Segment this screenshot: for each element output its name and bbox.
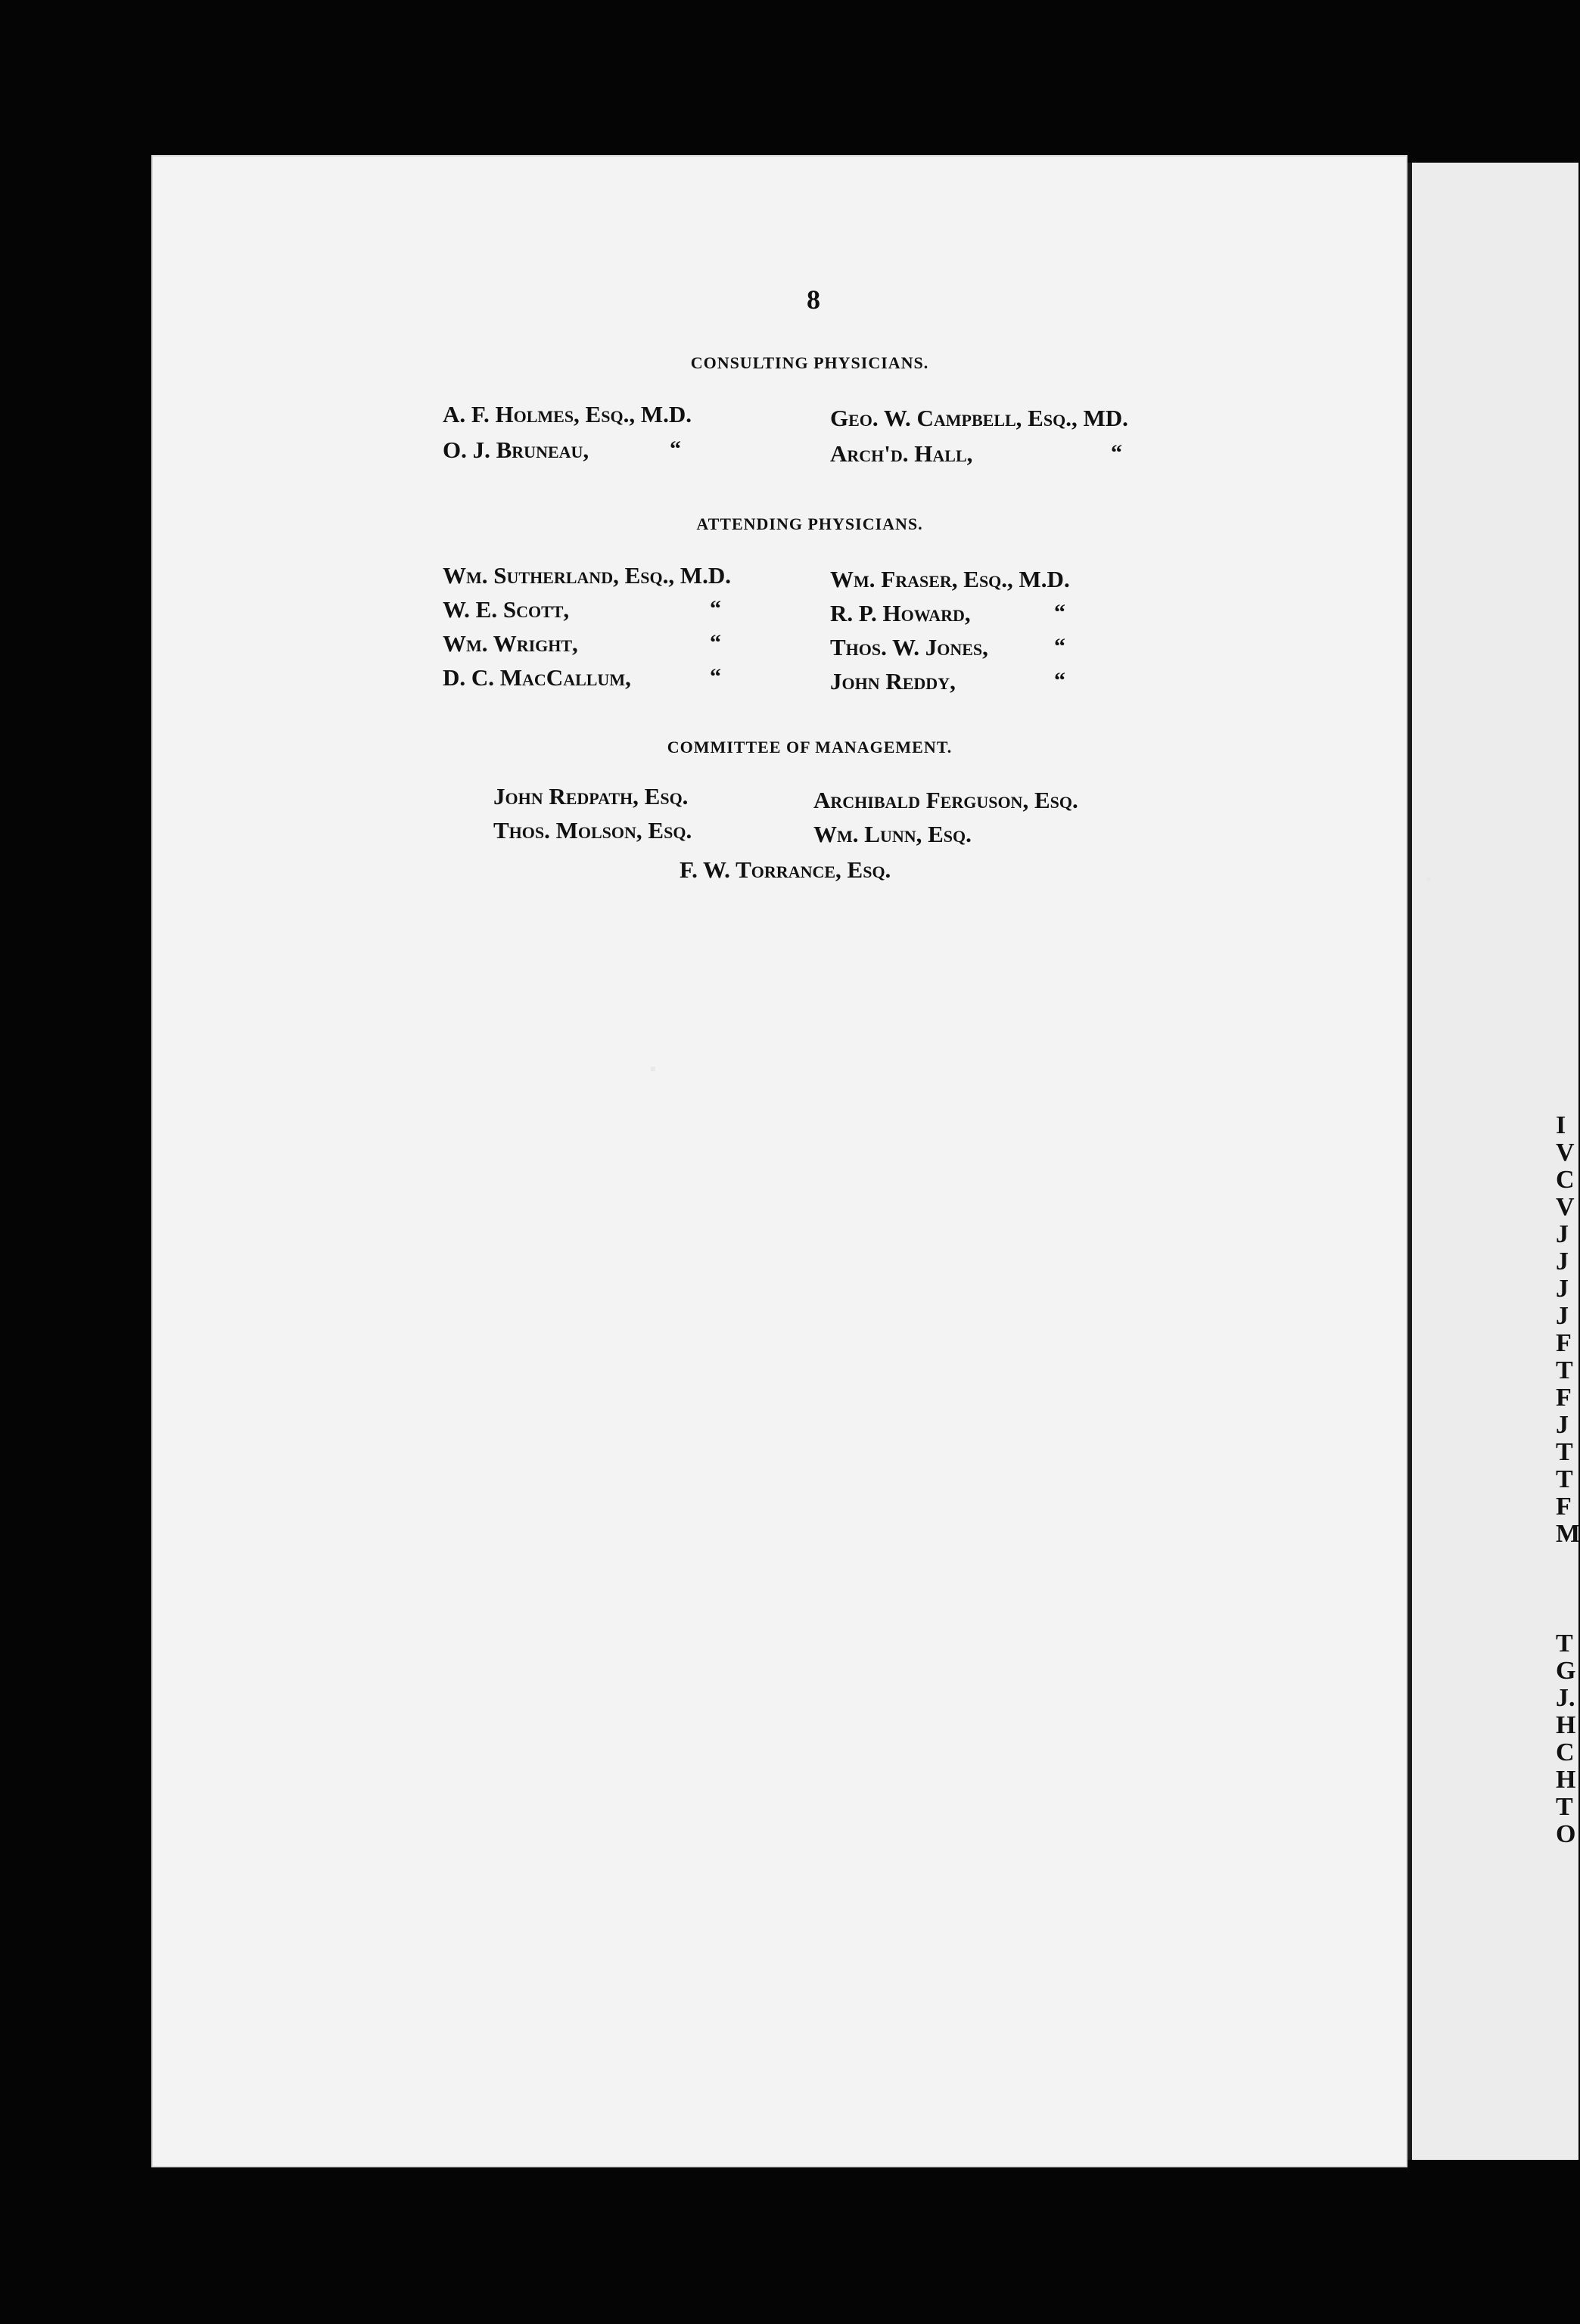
ditto-mark: “: [1054, 634, 1065, 659]
committee-name: F. W. Torrance, Esq.: [680, 856, 891, 883]
edge-letter: T: [1556, 1438, 1573, 1466]
paper-speck: [1426, 878, 1430, 881]
edge-letter: V: [1556, 1139, 1575, 1167]
edge-letter: T: [1556, 1356, 1573, 1384]
edge-letter: J.: [1556, 1684, 1575, 1712]
ditto-mark: “: [1054, 600, 1065, 625]
consulting-name: A. F. Holmes, Esq., M.D.: [443, 401, 692, 427]
attending-name: D. C. MacCallum,: [443, 664, 631, 691]
committee-name: Archibald Ferguson, Esq.: [813, 787, 1078, 813]
edge-letters-lower: [1556, 1630, 1577, 1848]
attending-name: Wm. Sutherland, Esq., M.D.: [443, 562, 731, 589]
edge-letter: F: [1556, 1493, 1572, 1521]
ditto-mark: “: [1054, 668, 1065, 693]
paper-speck: [651, 1067, 655, 1071]
adjacent-page-edge: [1407, 163, 1578, 2160]
consulting-name: Arch'd. Hall,: [830, 440, 973, 467]
committee-heading: COMMITTEE OF MANAGEMENT.: [667, 738, 953, 757]
edge-letter: F: [1556, 1329, 1572, 1357]
ditto-mark: “: [710, 596, 721, 621]
ditto-mark: “: [710, 630, 721, 655]
edge-letters-upper: [1556, 1111, 1580, 1548]
edge-letter: M: [1556, 1520, 1580, 1548]
edge-letter: T: [1556, 1630, 1573, 1658]
attending-name: R. P. Howard,: [830, 600, 971, 626]
consulting-name: Geo. W. Campbell, Esq., MD.: [830, 405, 1128, 431]
consulting-heading: CONSULTING PHYSICIANS.: [690, 353, 929, 372]
attending-name: Thos. W. Jones,: [830, 634, 988, 660]
document-page: [151, 155, 1407, 2167]
attending-heading: ATTENDING PHYSICIANS.: [696, 514, 923, 533]
edge-letter: F: [1556, 1384, 1572, 1412]
edge-letter: C: [1556, 1166, 1575, 1194]
attending-name: Wm. Wright,: [443, 630, 578, 657]
ditto-mark: “: [1111, 440, 1122, 465]
edge-letter: V: [1556, 1193, 1575, 1221]
committee-name: Wm. Lunn, Esq.: [813, 821, 972, 847]
committee-name: John Redpath, Esq.: [493, 783, 689, 809]
page-number: 8: [807, 284, 820, 315]
ditto-mark: “: [710, 664, 721, 689]
attending-name: John Reddy,: [830, 668, 956, 694]
edge-letter: H: [1556, 1766, 1576, 1794]
edge-letter: J: [1556, 1411, 1569, 1439]
edge-letter: G: [1556, 1657, 1576, 1685]
attending-name: Wm. Fraser, Esq., M.D.: [830, 566, 1070, 592]
edge-letter: J: [1556, 1302, 1569, 1330]
ditto-mark: “: [670, 437, 681, 461]
edge-letter: T: [1556, 1793, 1573, 1821]
edge-letter: I: [1556, 1111, 1566, 1139]
edge-letter: J: [1556, 1275, 1569, 1303]
edge-letter: T: [1556, 1465, 1573, 1493]
edge-letter: J: [1556, 1220, 1569, 1248]
edge-letter: C: [1556, 1738, 1575, 1766]
attending-name: W. E. Scott,: [443, 596, 570, 623]
edge-letter: H: [1556, 1711, 1576, 1739]
edge-letter: J: [1556, 1247, 1569, 1275]
edge-letter: O: [1556, 1820, 1576, 1848]
committee-name: Thos. Molson, Esq.: [493, 817, 692, 844]
consulting-name: O. J. Bruneau,: [443, 437, 589, 463]
